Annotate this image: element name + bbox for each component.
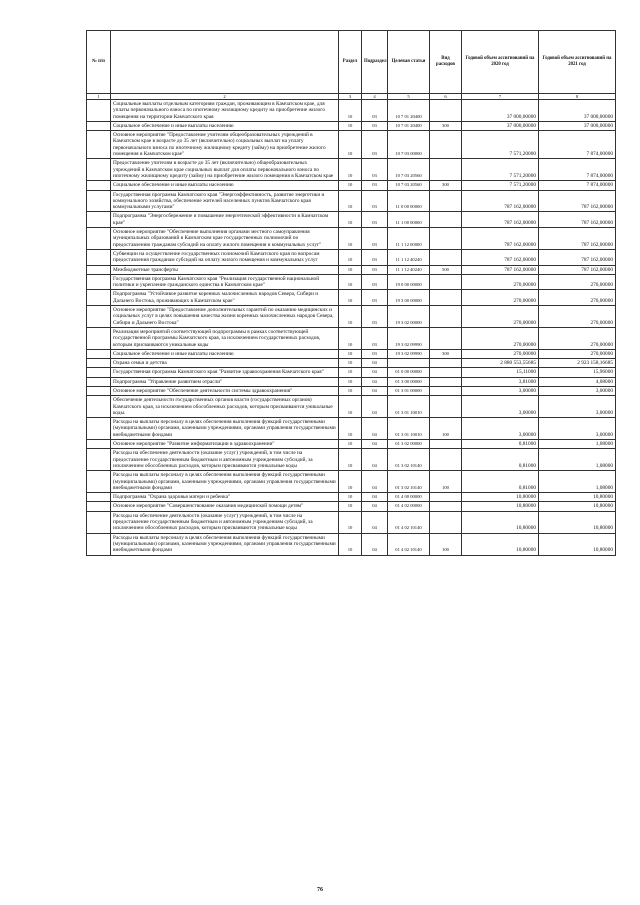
subsection-cell: 03 xyxy=(362,290,388,306)
expense-type-cell xyxy=(430,290,462,306)
section-cell: 10 xyxy=(339,327,362,349)
allocation-2020-cell: 7 571,20000 xyxy=(462,181,539,190)
column-number: 6 xyxy=(430,94,462,100)
table-row xyxy=(87,181,616,190)
item-name-cell: Социальное обеспечение и иные выплаты населению xyxy=(111,349,339,358)
section-cell: 10 xyxy=(339,440,362,449)
section-cell: 10 xyxy=(339,290,362,306)
item-name-cell: Социальные выплаты отдельным категориям граждан, проживающим в Камчатском крае, для уплаты первоначального взноса по ипотечному жилищному кредиту на приобретение жилого помещения на территории Камчатского края xyxy=(111,100,339,122)
allocation-2020-cell: 0,81000 xyxy=(462,471,539,493)
allocation-2020-cell: 270,00000 xyxy=(462,274,539,290)
item-name-cell: Реализация мероприятий соответствующей подпрограммы в рамках соответствующей государственной программы Камчатского края, за исключением государственных расходов, которым присваиваются уникальные коды xyxy=(111,327,339,349)
allocation-2021-cell: 3,00000 xyxy=(539,396,616,418)
subsection-cell: 03 xyxy=(362,159,388,181)
expense-type-cell: 100 xyxy=(430,418,462,440)
section-cell: 10 xyxy=(339,100,362,122)
item-name-cell: Социальное обеспечение и иные выплаты населению xyxy=(111,181,339,190)
table-row xyxy=(87,471,616,493)
allocation-2020-cell: 787 162,00000 xyxy=(462,212,539,228)
allocation-2020-cell: 0,81000 xyxy=(462,440,539,449)
allocation-2020-cell: 3,00000 xyxy=(462,386,539,395)
row-number-cell xyxy=(87,249,111,265)
target-article-cell: 01 3 01 10010 xyxy=(388,396,430,418)
item-name-cell: Обеспечение деятельности государственных органов власти (государственных органов) Камчатского края, за исключением обособленных расходов, которым присваиваются уникальные коды. xyxy=(111,396,339,418)
column-number: 7 xyxy=(462,94,539,100)
column-number: 8 xyxy=(539,94,616,100)
expense-type-cell xyxy=(430,159,462,181)
subsection-cell: 04 xyxy=(362,502,388,511)
allocation-2020-cell: 3,00000 xyxy=(462,396,539,418)
row-number-cell xyxy=(87,449,111,471)
row-number-cell xyxy=(87,418,111,440)
section-cell: 10 xyxy=(339,212,362,228)
target-article-cell: 01 3 02 00000 xyxy=(388,440,430,449)
target-article-cell: 01 4 02 10140 xyxy=(388,533,430,555)
item-name-cell: Расходы на обеспечение деятельности (оказание услуг) учреждений, в том числе на предоставление государственным бюджетным и автономным учреждениям субсидий, за исключением обособленных расходов, которым присваиваются уникальные коды xyxy=(111,449,339,471)
row-number-cell xyxy=(87,359,111,368)
row-number-cell xyxy=(87,327,111,349)
header-allocation-2020: Годовой объем ассигнований на 2020 год xyxy=(462,31,539,94)
allocation-2021-cell: 787 162,00000 xyxy=(539,249,616,265)
allocation-2021-cell: 7 874,00000 xyxy=(539,181,616,190)
allocation-2020-cell: 270,00000 xyxy=(462,349,539,358)
section-cell: 10 xyxy=(339,306,362,328)
target-article-cell: 11 1 12 40240 xyxy=(388,249,430,265)
target-article-cell: 01 4 00 00000 xyxy=(388,493,430,502)
row-number-cell xyxy=(87,349,111,358)
target-article-cell: 01 3 02 10140 xyxy=(388,449,430,471)
item-name-cell: Расходы на обеспечение деятельности (оказание услуг) учреждений, в том числе на предоставление государственным бюджетным и автономным учреждениям субсидий, за исключением обособленных расходов, которым присваиваются уникальные коды xyxy=(111,511,339,533)
table-row xyxy=(87,100,616,122)
section-cell: 10 xyxy=(339,511,362,533)
column-number: 5 xyxy=(388,94,430,100)
target-article-cell: 19 3 02 09990 xyxy=(388,327,430,349)
subsection-cell: 03 xyxy=(362,349,388,358)
subsection-cell: 04 xyxy=(362,368,388,377)
allocation-2020-cell: 15,11000 xyxy=(462,368,539,377)
section-cell: 10 xyxy=(339,418,362,440)
table-row xyxy=(87,440,616,449)
table-row xyxy=(87,290,616,306)
row-number-cell xyxy=(87,493,111,502)
section-cell: 10 xyxy=(339,449,362,471)
section-cell: 10 xyxy=(339,533,362,555)
expense-type-cell xyxy=(430,396,462,418)
allocation-2021-cell: 37 000,00000 xyxy=(539,121,616,130)
subsection-cell: 04 xyxy=(362,471,388,493)
expense-type-cell: 300 xyxy=(430,349,462,358)
allocation-2021-cell: 1,08000 xyxy=(539,449,616,471)
item-name-cell: Основное мероприятие "Совершенствование оказания медицинской помощи детям" xyxy=(111,502,339,511)
allocation-2020-cell: 0,81000 xyxy=(462,449,539,471)
table-row xyxy=(87,511,616,533)
section-cell: 10 xyxy=(339,359,362,368)
table-row xyxy=(87,396,616,418)
subsection-cell: 04 xyxy=(362,511,388,533)
target-article-cell: 01 3 01 00000 xyxy=(388,386,430,395)
target-article-cell: 19 3 00 00000 xyxy=(388,290,430,306)
target-article-cell: 10 7 03 20560 xyxy=(388,181,430,190)
expense-type-cell: 300 xyxy=(430,121,462,130)
item-name-cell: Охрана семьи и детства xyxy=(111,359,339,368)
subsection-cell: 04 xyxy=(362,449,388,471)
table-row xyxy=(87,274,616,290)
table-row xyxy=(87,349,616,358)
item-name-cell: Подпрограмма "Охрана здоровья матери и ребенка" xyxy=(111,493,339,502)
expense-type-cell: 500 xyxy=(430,265,462,274)
table-row xyxy=(87,265,616,274)
item-name-cell: Основное мероприятие "Обеспечение деятельности системы здравоохранения" xyxy=(111,386,339,395)
allocation-2021-cell: 1,08000 xyxy=(539,440,616,449)
allocation-2021-cell: 270,00000 xyxy=(539,290,616,306)
expense-type-cell: 100 xyxy=(430,471,462,493)
column-number: 1 xyxy=(87,94,111,100)
row-number-cell xyxy=(87,377,111,386)
table-row xyxy=(87,533,616,555)
row-number-cell xyxy=(87,131,111,159)
target-article-cell: 01 4 02 10140 xyxy=(388,511,430,533)
row-number-cell xyxy=(87,511,111,533)
item-name-cell: Подпрограмма "Энергосбережение и повышение энергетической эффективности в Камчатском крае" xyxy=(111,212,339,228)
table-row xyxy=(87,131,616,159)
section-cell: 10 xyxy=(339,502,362,511)
table-row xyxy=(87,306,616,328)
allocation-2020-cell: 270,00000 xyxy=(462,306,539,328)
expense-type-cell xyxy=(430,368,462,377)
target-article-cell: 10 7 01 20400 xyxy=(388,100,430,122)
allocation-2021-cell: 10,80000 xyxy=(539,533,616,555)
header-section: Раздел xyxy=(339,31,362,94)
allocation-2020-cell: 787 162,00000 xyxy=(462,249,539,265)
section-cell: 10 xyxy=(339,396,362,418)
expense-type-cell xyxy=(430,449,462,471)
header-name xyxy=(111,31,339,94)
row-number-cell xyxy=(87,386,111,395)
expense-type-cell xyxy=(430,440,462,449)
section-cell: 10 xyxy=(339,249,362,265)
subsection-cell: 03 xyxy=(362,131,388,159)
expense-type-cell xyxy=(430,190,462,212)
item-name-cell: Государственная программа Камчатского края "Развитие здравоохранения Камчатского края" xyxy=(111,368,339,377)
section-cell: 10 xyxy=(339,121,362,130)
target-article-cell: 01 3 02 10140 xyxy=(388,471,430,493)
target-article-cell xyxy=(388,359,430,368)
row-number-cell xyxy=(87,190,111,212)
subsection-cell: 03 xyxy=(362,100,388,122)
table-row xyxy=(87,228,616,250)
column-number: 4 xyxy=(362,94,388,100)
item-name-cell: Расходы на выплаты персоналу в целях обеспечения выполнения функций государственными (муниципальными) органами, казенными учреждениями, органами управления государственными внебюджетными фондами xyxy=(111,533,339,555)
allocation-2021-cell: 7 874,00000 xyxy=(539,159,616,181)
expense-type-cell xyxy=(430,386,462,395)
item-name-cell: Расходы на выплаты персоналу в целях обеспечения выполнения функций государственными (муниципальными) органами, казенными учреждениями, органами управления государственными внебюджетными фондами xyxy=(111,418,339,440)
row-number-cell xyxy=(87,212,111,228)
allocation-2021-cell: 1,08000 xyxy=(539,471,616,493)
allocation-2021-cell: 787 162,00000 xyxy=(539,212,616,228)
row-number-cell xyxy=(87,290,111,306)
expense-type-cell xyxy=(430,100,462,122)
table-row xyxy=(87,212,616,228)
target-article-cell: 01 3 00 00000 xyxy=(388,377,430,386)
target-article-cell: 10 7 03 00000 xyxy=(388,131,430,159)
allocation-2021-cell: 15,96000 xyxy=(539,368,616,377)
allocation-2021-cell: 787 162,00000 xyxy=(539,228,616,250)
subsection-cell: 04 xyxy=(362,493,388,502)
subsection-cell: 03 xyxy=(362,228,388,250)
target-article-cell: 11 0 00 00000 xyxy=(388,190,430,212)
section-cell: 10 xyxy=(339,265,362,274)
allocation-2021-cell: 10,80000 xyxy=(539,502,616,511)
item-name-cell: Межбюджетные трансферты xyxy=(111,265,339,274)
allocation-2020-cell: 10,80000 xyxy=(462,502,539,511)
table-row xyxy=(87,121,616,130)
subsection-cell: 03 xyxy=(362,274,388,290)
page-number: 76 xyxy=(317,887,323,893)
target-article-cell: 19 0 00 00000 xyxy=(388,274,430,290)
budget-allocation-table xyxy=(86,30,616,556)
expense-type-cell xyxy=(430,306,462,328)
item-name-cell: Подпрограмма "Управление развитием отрасли" xyxy=(111,377,339,386)
allocation-2021-cell: 270,00000 xyxy=(539,274,616,290)
allocation-2021-cell: 270,00000 xyxy=(539,327,616,349)
target-article-cell: 01 4 02 00000 xyxy=(388,502,430,511)
section-cell: 10 xyxy=(339,349,362,358)
allocation-2020-cell: 37 000,00000 xyxy=(462,100,539,122)
allocation-2020-cell: 37 000,00000 xyxy=(462,121,539,130)
subsection-cell: 04 xyxy=(362,418,388,440)
subsection-cell: 03 xyxy=(362,190,388,212)
subsection-cell: 04 xyxy=(362,440,388,449)
item-name-cell: Основное мероприятие "Обеспечение выполнения органами местного самоуправления муниципальных образований в Камчатском крае государственных полномочий по предоставлению гражданам субсидий на оплату жилого помещения и коммунальных услуг" xyxy=(111,228,339,250)
section-cell: 10 xyxy=(339,159,362,181)
header-allocation-2021: Годовой объем ассигнований на 2021 год xyxy=(539,31,616,94)
section-cell: 10 xyxy=(339,493,362,502)
item-name-cell: Подпрограмма "Устойчивое развитие коренных малочисленных народов Севера, Сибири и Дальнего Востока, проживающих в Камчатском крае" xyxy=(111,290,339,306)
target-article-cell: 10 7 03 20560 xyxy=(388,159,430,181)
section-cell: 10 xyxy=(339,131,362,159)
subsection-cell: 03 xyxy=(362,249,388,265)
budget-document-page xyxy=(86,30,615,556)
column-number: 2 xyxy=(111,94,339,100)
subsection-cell: 04 xyxy=(362,359,388,368)
allocation-2020-cell: 10,80000 xyxy=(462,511,539,533)
target-article-cell: 19 3 02 00000 xyxy=(388,306,430,328)
target-article-cell: 19 3 02 09990 xyxy=(388,349,430,358)
table-row xyxy=(87,359,616,368)
allocation-2021-cell: 787 162,00000 xyxy=(539,265,616,274)
row-number-cell xyxy=(87,228,111,250)
allocation-2021-cell: 4,08000 xyxy=(539,377,616,386)
target-article-cell: 11 1 12 00000 xyxy=(388,228,430,250)
expense-type-cell xyxy=(430,327,462,349)
subsection-cell: 03 xyxy=(362,327,388,349)
subsection-cell: 04 xyxy=(362,533,388,555)
allocation-2021-cell: 7 874,00000 xyxy=(539,131,616,159)
allocation-2021-cell: 787 162,00000 xyxy=(539,190,616,212)
expense-type-cell xyxy=(430,359,462,368)
subsection-cell: 03 xyxy=(362,265,388,274)
allocation-2020-cell: 787 162,00000 xyxy=(462,265,539,274)
section-cell: 10 xyxy=(339,471,362,493)
allocation-2020-cell: 7 571,20000 xyxy=(462,159,539,181)
subsection-cell: 03 xyxy=(362,212,388,228)
allocation-2020-cell: 10,80000 xyxy=(462,533,539,555)
allocation-2020-cell: 10,80000 xyxy=(462,493,539,502)
item-name-cell: Основное мероприятие "Предоставление учителям общеобразовательных учреждений в Камчатском крае в возрасте до 35 лет (включительно) социальных выплат на уплату первоначального взноса по ипотечному жилищному кредиту (займу) на приобретение жилого помещения в Камчатском крае" xyxy=(111,131,339,159)
target-article-cell: 10 7 01 20400 xyxy=(388,121,430,130)
header-subsection: Подраздел xyxy=(362,31,388,94)
allocation-2020-cell: 787 162,00000 xyxy=(462,190,539,212)
row-number-cell xyxy=(87,471,111,493)
header-target-article: Целевая статья xyxy=(388,31,430,94)
expense-type-cell xyxy=(430,493,462,502)
row-number-cell xyxy=(87,100,111,122)
item-name-cell: Социальное обеспечение и иные выплаты населению xyxy=(111,121,339,130)
row-number-cell xyxy=(87,306,111,328)
row-number-cell xyxy=(87,533,111,555)
item-name-cell: Расходы на выплаты персоналу в целях обеспечения выполнения функций государственными (муниципальными) органами, казенными учреждениями, органами управления государственными внебюджетными фондами xyxy=(111,471,339,493)
allocation-2020-cell: 270,00000 xyxy=(462,327,539,349)
table-row xyxy=(87,249,616,265)
allocation-2021-cell: 10,80000 xyxy=(539,511,616,533)
expense-type-cell xyxy=(430,249,462,265)
item-name-cell: Государственная программа Камчатского края "Энергоэффективность, развитие энергетики и коммунального хозяйства, обеспечение жителей населенных пунктов Камчатского края коммунальными услугами" xyxy=(111,190,339,212)
expense-type-cell xyxy=(430,228,462,250)
row-number-cell xyxy=(87,121,111,130)
allocation-2021-cell: 3,00000 xyxy=(539,418,616,440)
table-row xyxy=(87,377,616,386)
subsection-cell: 03 xyxy=(362,121,388,130)
row-number-cell xyxy=(87,368,111,377)
section-cell: 10 xyxy=(339,190,362,212)
row-number-cell xyxy=(87,502,111,511)
allocation-2021-cell: 270,00000 xyxy=(539,349,616,358)
item-name-cell: Основное мероприятие "Предоставление дополнительных гарантий по оказанию медицинских и социальных услуг в целях повышения качества жизни коренных малочисленных народов Севера, Сибири и Дальнего Востока" xyxy=(111,306,339,328)
section-cell: 10 xyxy=(339,386,362,395)
table-row xyxy=(87,368,616,377)
table-row xyxy=(87,449,616,471)
allocation-2020-cell: 3,00000 xyxy=(462,418,539,440)
allocation-2021-cell: 37 000,00000 xyxy=(539,100,616,122)
target-article-cell: 11 1 00 00000 xyxy=(388,212,430,228)
table-row xyxy=(87,327,616,349)
section-cell: 10 xyxy=(339,181,362,190)
expense-type-cell: 100 xyxy=(430,533,462,555)
table-row xyxy=(87,386,616,395)
item-name-cell: Субвенции на осуществление государственных полномочий Камчатского края по вопросам предоставления гражданам субсидий на оплату жилого помещения и коммунальных услуг xyxy=(111,249,339,265)
allocation-2020-cell: 787 162,00000 xyxy=(462,228,539,250)
item-name-cell: Предоставление учителям в возрасте до 35 лет (включительно) общеобразовательных учреждений в Камчатском крае социальных выплат для оплаты первоначального взноса по ипотечному жилищному кредиту (займу) на приобретение жилого помещения в Камчатском крае xyxy=(111,159,339,181)
expense-type-cell xyxy=(430,377,462,386)
subsection-cell: 04 xyxy=(362,377,388,386)
allocation-2020-cell: 3,81000 xyxy=(462,377,539,386)
column-number: 3 xyxy=(339,94,362,100)
subsection-cell: 03 xyxy=(362,181,388,190)
allocation-2021-cell: 2 923 158,16685 xyxy=(539,359,616,368)
allocation-2020-cell: 270,00000 xyxy=(462,290,539,306)
section-cell: 10 xyxy=(339,274,362,290)
row-number-cell xyxy=(87,396,111,418)
expense-type-cell xyxy=(430,502,462,511)
expense-type-cell xyxy=(430,511,462,533)
expense-type-cell xyxy=(430,212,462,228)
allocation-2020-cell: 2 880 553,55685 xyxy=(462,359,539,368)
expense-type-cell xyxy=(430,131,462,159)
allocation-2021-cell: 3,00000 xyxy=(539,386,616,395)
table-row xyxy=(87,502,616,511)
allocation-2021-cell: 270,00000 xyxy=(539,306,616,328)
target-article-cell: 01 0 00 00000 xyxy=(388,368,430,377)
item-name-cell: Государственная программа Камчатского края "Реализация государственной национальной политики и укрепление гражданского единства в Камчатском крае" xyxy=(111,274,339,290)
section-cell: 10 xyxy=(339,377,362,386)
allocation-2021-cell: 10,80000 xyxy=(539,493,616,502)
row-number-cell xyxy=(87,440,111,449)
subsection-cell: 04 xyxy=(362,396,388,418)
header-expense-type: Вид расходов xyxy=(430,31,462,94)
table-body xyxy=(87,100,616,556)
row-number-cell xyxy=(87,181,111,190)
section-cell: 10 xyxy=(339,368,362,377)
expense-type-cell: 300 xyxy=(430,181,462,190)
table-row xyxy=(87,190,616,212)
table-row xyxy=(87,159,616,181)
row-number-cell xyxy=(87,274,111,290)
allocation-2020-cell: 7 571,20000 xyxy=(462,131,539,159)
target-article-cell: 11 1 12 40240 xyxy=(388,265,430,274)
table-row xyxy=(87,418,616,440)
subsection-cell: 03 xyxy=(362,306,388,328)
table-row xyxy=(87,493,616,502)
section-cell: 10 xyxy=(339,228,362,250)
expense-type-cell xyxy=(430,274,462,290)
item-name-cell: Основное мероприятие "Развитие информатизации в здравоохранении" xyxy=(111,440,339,449)
table-header-row xyxy=(87,31,616,94)
target-article-cell: 01 3 01 10010 xyxy=(388,418,430,440)
row-number-cell xyxy=(87,265,111,274)
header-row-number: № п/п xyxy=(87,31,111,94)
subsection-cell: 04 xyxy=(362,386,388,395)
row-number-cell xyxy=(87,159,111,181)
